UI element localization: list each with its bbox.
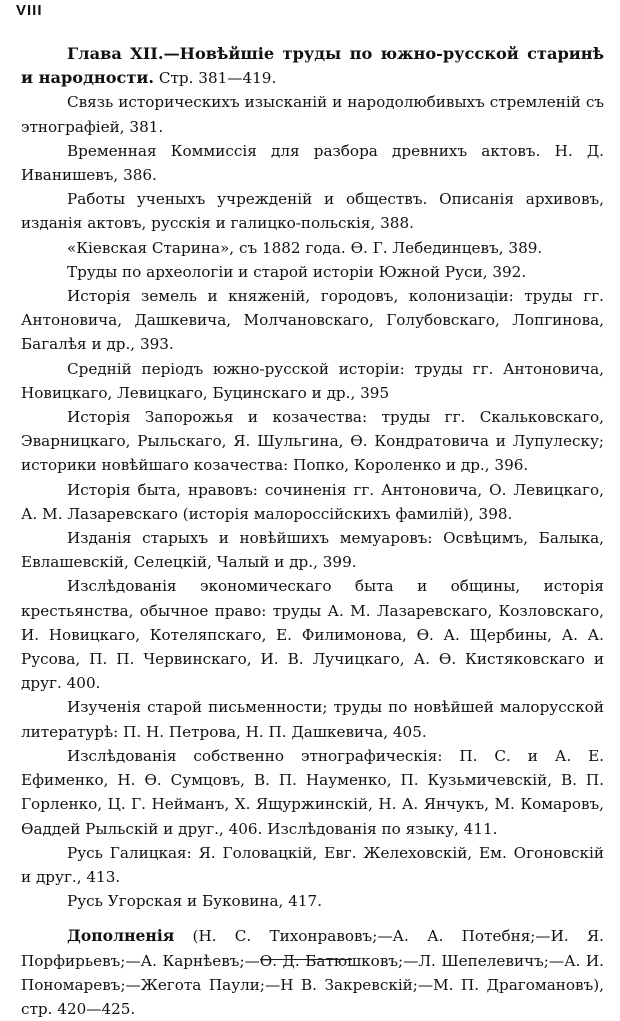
chapter-pages: Стр. 381—419. [158, 69, 277, 88]
table-of-contents [21, 42, 604, 1021]
toc-entry: Работы ученыхъ учрежденій и обществъ. Описанія архивовъ, изданія актовъ, русскія и галицко-польскія, 388. [21, 190, 604, 233]
toc-entry: Русь Галицкая: Я. Головацкій, Евг. Желеховскій, Ем. Огоновскій и друг., 413. [21, 843, 604, 886]
bottom-rule [260, 959, 352, 960]
toc-entry: Труды по археологіи и старой исторіи Южной Руси, 392. [67, 262, 527, 281]
supplement-text: (Н. С. Тихонравовъ;—А. А. Потебня;—И. Я. Порфирьевъ;—А. Карнѣевъ;—Ѳ. Д. Батюшковъ;—Л. Шепелевичъ;—А. И. Пономаревъ;—Жегота Паули;—Н В. Закревскій;—М. П. Драгомановъ), стр. 420—425. [21, 927, 604, 1018]
page-number: VIII [16, 2, 43, 19]
toc-entry: «Кіевская Старина», съ 1882 года. Ѳ. Г. Лебединцевъ, 389. [67, 238, 543, 257]
toc-entry: Исторія Запорожья и козачества: труды гг. Скальковскаго, Эварницкаго, Рыльскаго, Я. Шульгина, Ѳ. Кондратовича и Лупулеску; историки новѣйшаго козачества: Попко, Короленко и др., 396. [21, 408, 604, 475]
toc-entry: Изученія старой письменности; труды по новѣйшей малорусской литературѣ: П. Н. Петрова, Н. П. Дашкевича, 405. [21, 698, 604, 741]
chapter-heading: Глава XII.—Новѣйшіе труды по южно-русской старинѣ и народности. [21, 44, 604, 88]
chapter-entry [21, 42, 604, 90]
toc-entry: Русь Угорская и Буковина, 417. [67, 892, 323, 911]
toc-entry: Связь историческихъ изысканій и народолюбивыхъ стремленій съ этнографіей, 381. [21, 93, 604, 136]
toc-entry: Изданія старыхъ и новѣйшихъ мемуаровъ: Освѣцимъ, Балыка, Евлашевскій, Селецкій, Чалый и др., 399. [21, 529, 604, 572]
toc-entry: Средній періодъ южно-русской исторіи: труды гг. Антоновича, Новицкаго, Левицкаго, Буцинскаго и др., 395 [21, 359, 604, 402]
toc-entry: Изслѣдованія экономическаго быта и общины, исторія крестьянства, обычное право: труды А. М. Лазаревскаго, Козловскаго, И. Новицкаго, Котеляпскаго, Е. Филимонова, Ѳ. А. Щербины, А. А. Русова, П. П. Червинскаго, И. В. Лучицкаго, А. Ѳ. Кистяковскаго и друг. 400. [21, 577, 604, 693]
supplement-heading: Дополненія [67, 926, 175, 946]
supplement-entry [21, 924, 604, 1021]
toc-entry: Исторія земель и княженій, городовъ, колонизаціи: труды гг. Антоновича, Дашкевича, Молчановскаго, Голубовскаго, Лопгинова, Багалѣя и др., 393. [21, 287, 604, 354]
toc-entry: Изслѣдованія собственно этнографическія: П. С. и А. Е. Ефименко, Н. Ѳ. Сумцовъ, В. П. Науменко, П. Кузьмичевскій, В. П. Горленко, Ц. Г. Нейманъ, Х. Ящуржинскій, Н. А. Янчукъ, М. Комаровъ, Ѳаддей Рыльскій и друг., 406. Изслѣдованія по языку, 411. [21, 746, 604, 838]
toc-entry: Исторія быта, нравовъ: сочиненія гг. Антоновича, О. Левицкаго, А. М. Лазаревскаго (исторія малороссійскихъ фамилій), 398. [21, 480, 604, 523]
toc-entry: Временная Коммиссія для разбора древнихъ актовъ. Н. Д. Иванишевъ, 386. [21, 141, 604, 185]
